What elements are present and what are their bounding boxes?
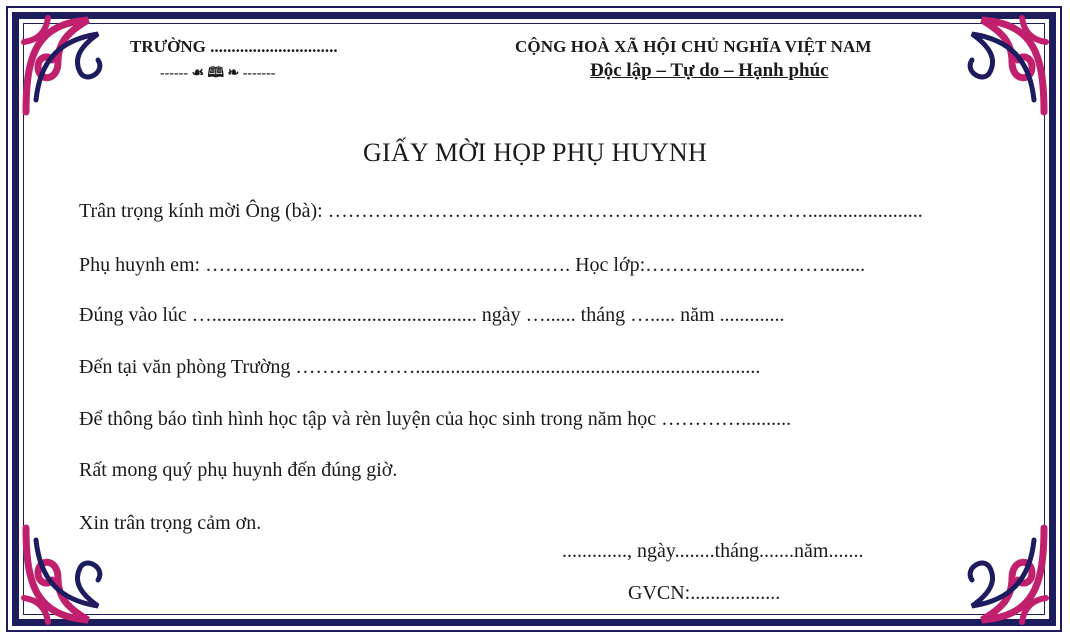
teacher-signature-line: GVCN:.................. [628,582,781,604]
school-decoration: ------ ☙ 🕮 ❧ ------- [160,66,276,81]
corner-ornament-icon [18,12,128,122]
request-line: Rất mong quý phụ huynh đến đúng giờ. [79,459,398,481]
student-class-line: Phụ huynh em: ………………………………………………. Học lớp:………………………........ [79,254,866,276]
meeting-time-line: Đúng vào lúc …..................................................... ngày …...... tháng …..... năm ............. [79,304,785,326]
corner-ornament-icon [942,518,1052,628]
invitee-line: Trân trọng kính mời Ông (bà): ………………………………………………………………....................... [79,200,923,222]
page-title: GIẤY MỜI HỌP PHỤ HUYNH [362,138,708,167]
thanks-line: Xin trân trọng cảm ơn. [79,512,262,534]
school-name-field: TRƯỜNG .............................. [130,37,338,56]
purpose-line: Để thông báo tình hình học tập và rèn luyện của học sinh trong năm học ………….......... [79,408,792,430]
nation-heading: CỘNG HOÀ XÃ HỘI CHỦ NGHĨA VIỆT NAM [515,37,872,56]
motto: Độc lập – Tự do – Hạnh phúc [590,60,829,81]
signature-date-line: ............., ngày........tháng.......năm....... [562,540,864,562]
corner-ornament-icon [942,12,1052,122]
meeting-place-line: Đến tại văn phòng Trường ………………..................................................................... [79,356,761,378]
